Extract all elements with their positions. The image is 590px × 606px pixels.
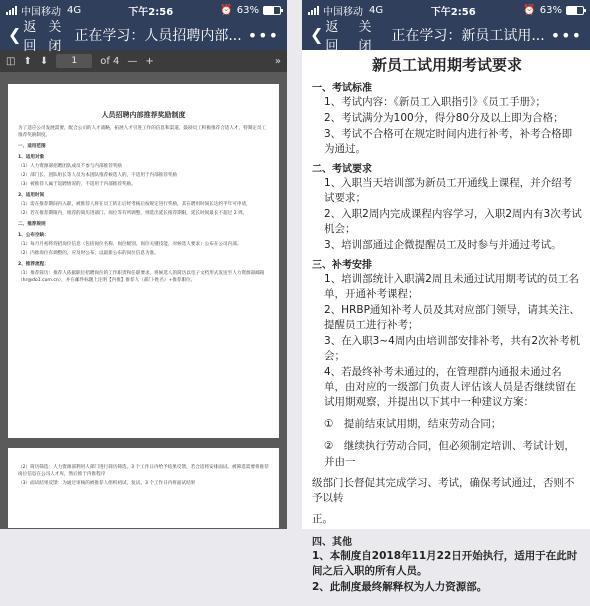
signal-icon	[308, 5, 319, 15]
carrier-label: 中国移动	[323, 6, 363, 18]
pdf-toolbar	[0, 50, 287, 72]
status-bar	[0, 0, 287, 20]
doc-line: 2、HRBP通知补考人员及其对应部门领导，请其关注、提醒员工进行补考；	[324, 304, 580, 331]
chevron-left-icon: ❮	[8, 25, 22, 44]
battery-icon	[566, 6, 584, 15]
left-phone-screen	[0, 0, 287, 529]
option-line: ① 提前结束试用期，结束劳动合同；	[324, 418, 502, 430]
carrier-label: 中国移动	[21, 6, 61, 18]
page-title: 正在学习：新员工试用...	[391, 28, 545, 44]
sub-heading: 1、适用对象	[18, 155, 45, 160]
close-button[interactable]: 关闭	[358, 20, 372, 54]
document-body[interactable]	[302, 54, 590, 606]
pdf-page-1	[8, 84, 279, 438]
doc-line: （3）被推荐人属于返聘情况的，不适用于内部推荐奖励。	[18, 182, 136, 187]
back-button[interactable]	[8, 16, 36, 54]
double-chevron-right-icon[interactable]: »	[274, 55, 281, 67]
alarm-icon: ⏰	[523, 4, 536, 16]
doc-line: （1）推荐简历：推荐人依据职位招聘岗位的工作职责和任职要求，将候选人的简历以电子文档形式发送至人力资源部邮箱（hr@do1.com.cn），并在邮件标题上注明【内推】推荐人（部门-姓名）+推荐职位。	[18, 271, 265, 283]
page-total: of 4	[100, 55, 120, 67]
doc-line: 2、考试满分为100分，得分80分及以上即为合格；	[324, 112, 564, 124]
chevron-left-icon: ❮	[310, 25, 324, 44]
battery-icon	[263, 6, 281, 15]
doc-line: 1、本制度自2018年11月22日开始执行，适用于在此时间之后入职的所有人员。	[312, 550, 578, 577]
section-heading: 一、适用范围	[18, 144, 46, 149]
pdf-page-2	[8, 448, 279, 528]
back-button[interactable]	[310, 16, 346, 54]
doc-line: （2）内推岗位有调整的，应及时公布，以最新公布的岗位信息为准。	[18, 251, 159, 256]
page-number-input[interactable]: 1	[56, 54, 92, 68]
section-heading: 二、推荐规则	[18, 222, 46, 227]
doc-line: 3、培训部通过企微提醒员工及时参与并通过考试。	[324, 239, 562, 251]
sub-heading: 2、适用时间	[18, 193, 45, 198]
zoom-out-button[interactable]: —	[127, 55, 138, 67]
doc-line: 2、入职2周内完成课程内容学习，入职2周内有3次考试机会；	[324, 208, 582, 235]
zoom-in-button[interactable]: +	[145, 55, 154, 67]
sidebar-toggle-icon[interactable]: ◫	[6, 55, 16, 67]
network-label: 4G	[369, 4, 384, 16]
doc-title: 新员工试用期考试要求	[371, 56, 522, 74]
doc-line: （1）人力资源部招聘团队成员不参与内部推荐奖励	[18, 164, 122, 169]
doc-line: 4、若最终补考未通过的，在管理群内通报未通过名单，由对应的一级部门负责人评估该人员是否继续留在试用期观察，并提出以下其中一种建议方案：	[324, 366, 576, 408]
more-menu-button[interactable]: •••	[247, 25, 279, 45]
doc-line: 级部门长督促其完成学习、考试，确保考试通过，否则不予以转	[312, 477, 575, 504]
back-label: 返回	[325, 20, 339, 54]
next-page-icon[interactable]: ⬇	[39, 55, 49, 67]
doc-line: （2）若在推荐期限内，推荐的简历进部门、岗位等有所调整，则选出延长推荐期限，延长时间最长不超过 2 周。	[18, 211, 248, 216]
section-heading: 三、补考安排	[312, 260, 372, 271]
doc-line: 1、入职当天培训部为新员工开通线上课程，并介绍考试要求；	[324, 177, 573, 204]
right-phone-screen	[302, 0, 590, 593]
pdf-viewer[interactable]	[0, 72, 287, 529]
doc-title: 人员招聘内部推荐奖励制度	[101, 111, 186, 119]
prev-page-icon[interactable]: ⬆	[23, 55, 32, 67]
section-heading: 四、其他	[312, 537, 352, 548]
section-heading: 一、考试标准	[312, 83, 372, 94]
more-menu-button[interactable]: •••	[550, 25, 582, 45]
doc-line: （3）面试结果反馈：为通过审核的被推荐人组织初试、复试，3 个工作日内将面试结果	[18, 481, 196, 486]
section-heading: 二、考试要求	[312, 164, 372, 175]
doc-line: 正。	[312, 513, 333, 525]
sub-heading: 2、推荐流程：	[18, 262, 49, 267]
doc-line: 2、此制度最终解释权为人力资源部。	[312, 581, 488, 593]
sub-heading: 1、公布空缺：	[18, 233, 49, 238]
clock: 下午2:56	[430, 6, 476, 18]
doc-line: （2）简历筛选：人力资源部利用人部门进行简历筛选，3 个工作日内给予结果反馈，若合适将安排面试。被筛选需要将推荐岗位信息在公司人才库，然后推于内推程序	[18, 465, 269, 477]
battery-percent: 63%	[539, 4, 562, 16]
network-label: 4G	[67, 4, 82, 16]
clock: 下午2:56	[128, 6, 174, 18]
signal-icon	[6, 5, 17, 15]
option-line: ② 继续执行劳动合同，但必须制定培训、考试计划，并由一	[324, 440, 575, 468]
back-label: 返回	[23, 20, 37, 54]
doc-line: （2）部门长、团队组长等人员为本团队推荐候选人的，不适用于内部推荐奖励	[18, 173, 178, 178]
doc-intro: 为了适应公司发展需要，配合公司的人才战略，拓展人才引进工作的信息和渠道，鼓励员工积极推荐合适人才，特制定员工推荐奖励制度。	[18, 126, 267, 138]
page-title: 正在学习：人员招聘内部...	[74, 28, 242, 44]
doc-line: 3、考试不合格可在规定时间内进行补考，补考合格即为通过。	[324, 128, 573, 155]
doc-line: （1）需在推荐期间内入职，被推荐人将在员工转正后经考核后按规定进行奖励，其在聘用时间长达约半年可申请，	[18, 202, 251, 207]
doc-line: 3、在入职3~4周内由培训部安排补考，共有2次补考机会；	[324, 335, 581, 362]
doc-line: 1、培训部统计入职满2周且未通过试用期考试的员工名单，开通补考课程；	[324, 273, 579, 300]
alarm-icon: ⏰	[220, 4, 233, 16]
battery-percent: 63%	[236, 4, 259, 16]
close-button[interactable]: 关闭	[48, 20, 62, 54]
doc-line: 1、考试内容：《新员工入职指引》《员工手册》；	[324, 96, 546, 108]
nav-bar	[302, 20, 590, 54]
nav-bar	[0, 20, 287, 54]
doc-line: （1）每月月初将待招岗位信息（包括岗位名称、岗位级别、岗位关键技能、对候选人要求）公布在公司内部。	[18, 242, 242, 247]
